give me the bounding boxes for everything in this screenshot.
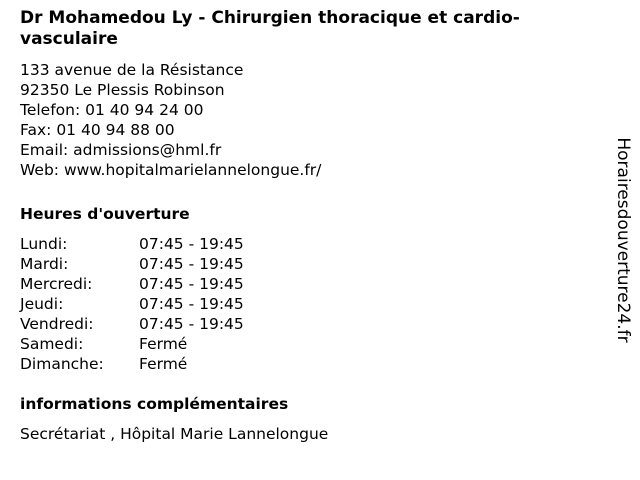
day-hours: 07:45 - 19:45 (139, 235, 244, 253)
day-hours: 07:45 - 19:45 (139, 255, 244, 273)
fax-line: Fax: 01 40 94 88 00 (20, 121, 175, 139)
day-hours: 07:45 - 19:45 (139, 275, 244, 293)
web-line: Web: www.hopitalmarielannelongue.fr/ (20, 161, 322, 179)
hours-row (20, 274, 244, 294)
phone-line: Telefon: 01 40 94 24 00 (20, 101, 204, 119)
email-line: Email: admissions@hml.fr (20, 141, 222, 159)
info-heading: informations complémentaires (20, 395, 289, 413)
day-label: Vendredi: (20, 315, 94, 333)
day-label: Dimanche: (20, 355, 104, 373)
hours-row (20, 294, 244, 314)
day-label: Lundi: (20, 235, 68, 253)
street-address: 133 avenue de la Résistance (20, 61, 244, 79)
day-hours: 07:45 - 19:45 (139, 295, 244, 313)
listing-card (20, 8, 610, 443)
page-title: Dr Mohamedou Ly - Chirurgien thoracique et cardio-vasculaire (20, 8, 520, 49)
hours-row (20, 234, 244, 254)
info-text: Secrétariat , Hôpital Marie Lannelongue (20, 425, 329, 443)
hours-row (20, 334, 244, 354)
hours-row (20, 254, 244, 274)
hours-row (20, 314, 244, 334)
day-label: Mercredi: (20, 275, 93, 293)
hours-heading: Heures d'ouverture (20, 205, 190, 223)
day-label: Samedi: (20, 335, 84, 353)
side-brand-label: Horairesdouverture24.fr (613, 137, 633, 343)
day-hours: 07:45 - 19:45 (139, 315, 244, 333)
day-label: Mardi: (20, 255, 69, 273)
contact-block (20, 60, 610, 180)
day-hours: Fermé (139, 355, 188, 373)
hours-row (20, 354, 244, 374)
day-label: Jeudi: (20, 295, 64, 313)
day-hours: Fermé (139, 335, 188, 353)
city-line: 92350 Le Plessis Robinson (20, 81, 225, 99)
hours-table (20, 234, 244, 374)
